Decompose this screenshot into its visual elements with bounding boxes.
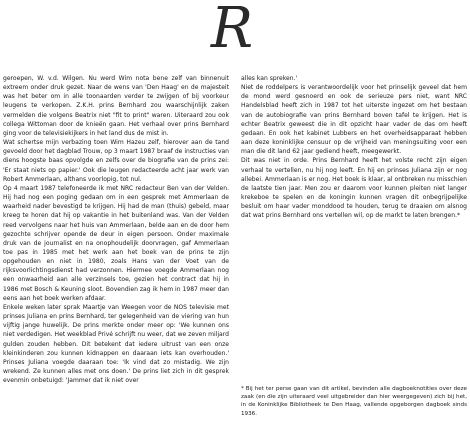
right-column [241, 74, 467, 221]
paragraph: Op 4 maart 1987 telefoneerde ik met NRC redacteur Ben van der Velden. Hij had nog een poging gedaan om in een gesprek met Ammerlaan de waarheid nader bevestigd te krijgen. Hij had de man (thuis) gebeld, maar kreeg te horen dat hij op vakantie in het buitenland was. Van der Velden reed vervolgens naar het huis van Ammerlaan, belde aan en de door hem gezochte schrijver opende de deur in eigen persoon. Onder maximale druk van de journalist en na onophoudelijk doorvragen, gaf Ammerlaan toe pas in 1985 met het werk aan het boek van de prins te zijn opgehouden en niet in 1980, zoals Hans van der Voet van de rijksvoorlichtingsdienst had verzonnen. Hiermee voegde Ammerlaan nog een onwaarheid aan alle verzinsels toe, gezien het contract dat hij in 1986 met Bosch & Keuning sloot. Bovendien zag ik hem in 1987 meer dan eens aan het boek werken afdaar. [3, 184, 229, 302]
paragraph: Dit was niet in orde. Prins Bernhard heeft het volste recht zijn eigen verhaal te vertellen, nu hij nog leeft. En hij en prinses Juliana zijn er nog allebei. Ammerlaan is er nog. Het boek is klaar, al ontbreken nu misschien de laatste tien jaar. Men zou er daarom voor kunnen pleiten niet langer krekeboe te spelen en de koningin kunnen vragen dit onbegrijpelijke besluit om haar vader monddood te houden, terug te draaien om alsnog dat wat prins Bernhard ons vertellen wil, op de markt te laten brengen.* [241, 157, 467, 220]
left-column [3, 74, 229, 385]
paragraph: Wat schertse mijn verbazing toen Wim Hazeu zelf, hierover aan de tand gevoeld door het dagblad Trouw, op 3 maart 1987 braaf de instructies van diens hoogste baas opvolgde en zelfs over de biografie van de prins zei: 'Er staat niets op papier.' Ook die leugen redacteerde acht jaar werk van Robert Ammerlaan, althans voorlopig, tot nul. [3, 139, 229, 183]
paragraph: Niet de roddelpers is verantwoordelijk voor het prinselijk geveel dat hem de mond werd gesnoerd en ook de serieuze pers niet, want NRC Handelsblad heeft zich in 1987 tot het uiterste ingezet om het bestaan van de autobiografie van prins Bernhard boven tafel te krijgen. Het is echter Beatrix geweest die in dit opzicht haar vader de das om heeft gedaan. En ook het kabinet Lubbers en het overheidsapparaat hebben aan deze koninklijke censuur op de vrijheid van meningsuiting voor een man die dit land 62 jaar gediend heeft, meegewerkt. [241, 84, 467, 156]
paragraph: geroepen, W. v.d. Wilgen. Nu werd Wim nota bene zelf van binnenuit extreem onder druk gezet. Naar de wens van 'Den Haag' en de majesteit was het beter om in alle toonaarden verder te zwijgen of bij voorkeur leugens te verkopen. Z.K.H. prins Bernhard zou waarschijnlijk zaken vermelden die volgens Beatrix niet "fit to print" waren. Uiteraard zou ook collega Wittoman door de knieën gaan. Het verhaal over prins Bernhard ging voor de televisiekijkers in het land dus de mist in. [3, 75, 229, 137]
chapter-initial: R [210, 0, 254, 61]
paragraph: Enkele weken later sprak Maartje van Weegen voor de NOS televisie met prinses Juliana en prins Bernhard, ter gelegenheid van de viering van hun vijftig jange huwelijk. De prins merkte onder meer op: 'We kunnen ons niet verdedigen. Het weekblad Privé schrijft nu weer, dat we zeven miljard gulden zouden hebben. Dit betekent dat iedere uitrust van een onze kleinkinderen zou kunnen kidnappen en daaraan iets kan overhouden.' Prinses Juliana voegde daaraan toe: 'Ik vind dat zo mistadig. We zijn wrekend. Ze kunnen alles met ons doen.' De prins liet zich in dit gesprek evenmin onbetuigd: 'Jammer dat ik niet over [3, 303, 229, 385]
paragraph: alles kan spreken.' [241, 75, 298, 82]
footnote-text: * Bij het ter perse gaan van dit artikel, bevinden alle dagboeknotities over deze zaak (en die zijn uiteraard veel uitgebreider dan hier weergegeven) zich bij het, in de Koninklijke Bibliotheek te Den Haag, vallende opgeborgen dagboek sinds 1936. [241, 386, 467, 417]
footnote [241, 385, 467, 418]
